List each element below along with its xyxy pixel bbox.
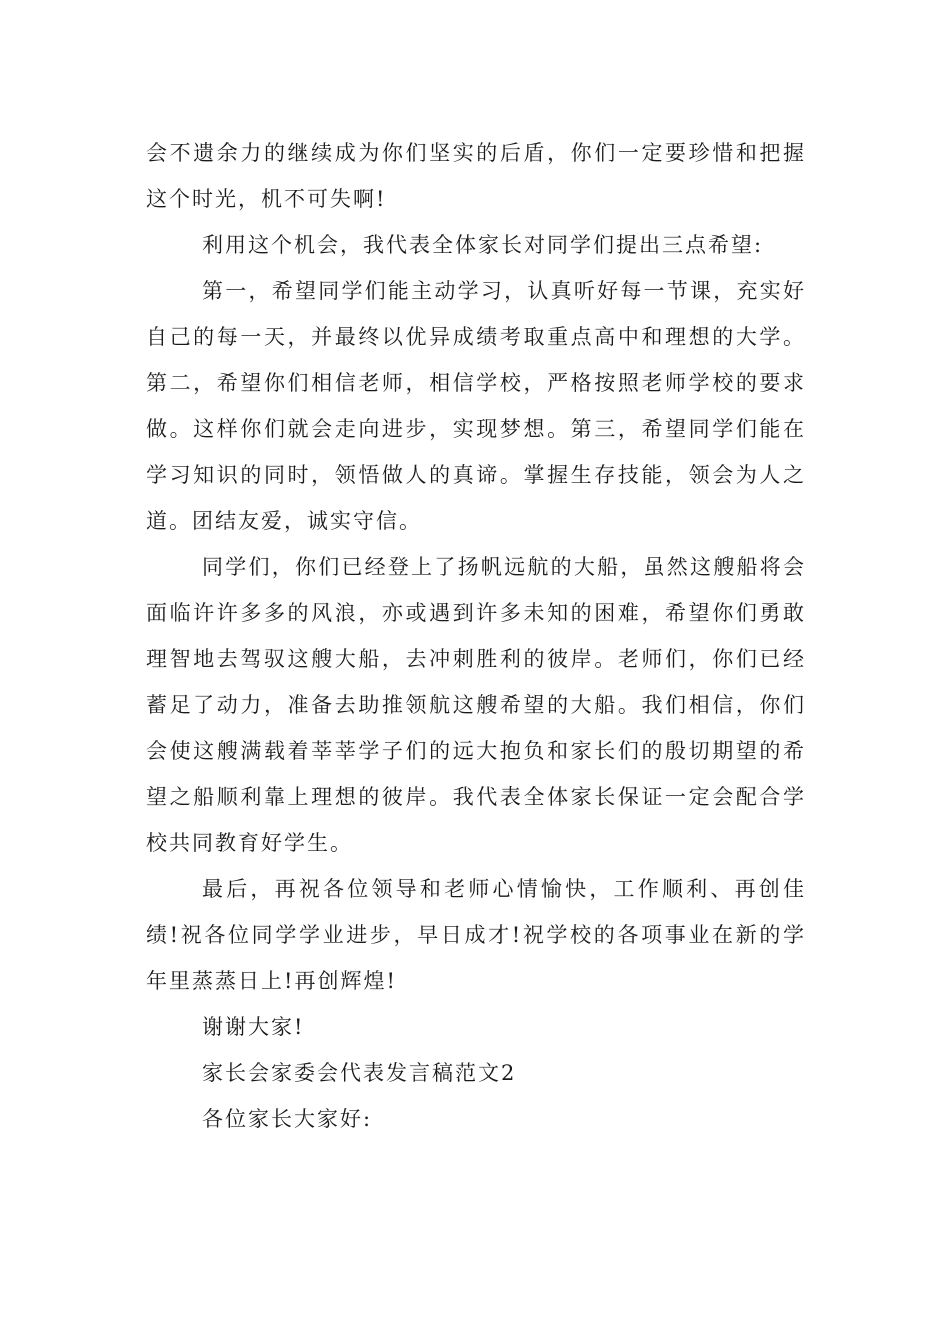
paragraph-continuation: 会不遗余力的继续成为你们坚实的后盾，你们一定要珍惜和把握这个时光，机不可失啊! <box>146 141 806 211</box>
paragraph-three-hopes: 第一，希望同学们能主动学习，认真听好每一节课，充实好自己的每一天，并最终以优异成绩考取重点高中和理想的大学。第二，希望你们相信老师，相信学校，严格按照老师学校的要求做。这样你们就会走向进步，实现梦想。第三，希望同学们能在学习知识的同时，领悟做人的真谛。掌握生存技能，领会为人之道。团结友爱，诚实守信。 <box>146 279 806 533</box>
paragraph-ship-metaphor: 同学们，你们已经登上了扬帆远航的大船，虽然这艘船将会面临许许多多的风浪，亦或遇到许多未知的困难，希望你们勇敢理智地去驾驭这艘大船，去冲刺胜利的彼岸。老师们，你们已经蓄足了动力，准备去助推领航这艘希望的大船。我们相信，你们会使这艘满载着莘莘学子们的远大抱负和家长们的殷切期望的希望之船顺利靠上理想的彼岸。我代表全体家长保证一定会配合学校共同教育好学生。 <box>146 555 806 855</box>
paragraph-closing-wishes: 最后，再祝各位领导和老师心情愉快，工作顺利、再创佳绩!祝各位同学学业进步，早日成才!祝学校的各项事业在新的学年里蒸蒸日上!再创辉煌! <box>146 877 806 993</box>
document-body <box>146 130 806 1142</box>
paragraph-intro-hopes: 利用这个机会，我代表全体家长对同学们提出三点希望: <box>202 233 764 257</box>
paragraph-greeting: 各位家长大家好: <box>202 1107 373 1131</box>
paragraph-thanks: 谢谢大家! <box>202 1015 305 1039</box>
section-title: 家长会家委会代表发言稿范文2 <box>202 1061 517 1085</box>
